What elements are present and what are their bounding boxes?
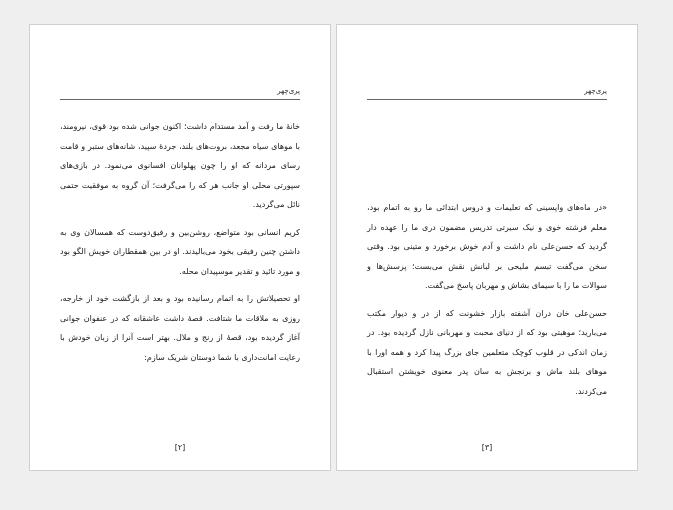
page-body — [367, 198, 607, 409]
page-number: [۲] — [174, 443, 186, 452]
left-page — [29, 24, 331, 471]
paragraph: «در ماه‌های واپسینی که تعلیمات و دروس ابتدائی ما رو به اتمام بود، معلم فرشته خوی و نیک سیرتی تدریس مضمون دری ما را عهده دار گردید که حسن‌علی نام داشت و آدم خوش برخورد و متینی بود. وقتی سخن می‌گفت تبسم ملیحی بر لبانش نقش می‌بست؛ پرسش‌ها و سوالات ما را با سیمای بشاش و مهربان پاسخ می‌گفت. — [367, 203, 607, 290]
page-body — [60, 117, 300, 375]
running-header: پری‌چهر — [584, 87, 607, 95]
running-header: پری‌چهر — [277, 87, 300, 95]
right-page — [336, 24, 638, 471]
header-rule — [60, 99, 300, 100]
paragraph: او تحصیلاتش را به اتمام رسانیده بود و بعد از بازگشت خود از خارجه، روزی به ملاقات ما شتافت. قصهٔ داشت عاشقانه که در عنفوان جوانی آغاز گردیده بود، قصهٔ از رنج و ملال. بهتر است آنرا از زبان خودش با رعایت امانت‌داری با شما دوستان شریک سازم: — [60, 294, 300, 362]
paragraph: حسن‌علی خان دران آشفته بازار خشونت که از در و دیوار مکتب می‌بارید؛ موهبتی بود که از دنیای محبت و مهربانی نازل گردیده بود. در زمان اندکی در قلوب کوچک متعلمین جای بزرگ پیدا کرد و همه اورا با موهای بلند ماش و برنجش به سان پدر معنوی خویشتن استقبال می‌کردند. — [367, 308, 607, 396]
paragraph: خانهٔ ما رفت و آمد مستدام داشت؛ اکنون جوانی شده بود قوی، نیرومند، با موهای سیاه مجعد، بروت‌های بلند، جردهٔ سپید، شانه‌های ستبر و قامت رسای مردانه که او را چون پهلوانان افسانوی می‌نمود. در بازی‌های سپورتی محلی او جانب هر که را می‌گرفت؛ آن گروه به موفقیت حتمی نائل می‌گردید. — [60, 122, 300, 209]
page-number: [۳] — [481, 443, 493, 452]
paragraph: کریم انسانی بود متواضع، روشن‌بین و رفیق‌دوست که همسالان وی به داشتن چنین رفیقی بخود می‌بالیدند. او در بین همقطاران خویش الگو بود و مورد تائید و تقدیر موسپیدان محله. — [60, 227, 300, 276]
header-rule — [367, 99, 607, 100]
